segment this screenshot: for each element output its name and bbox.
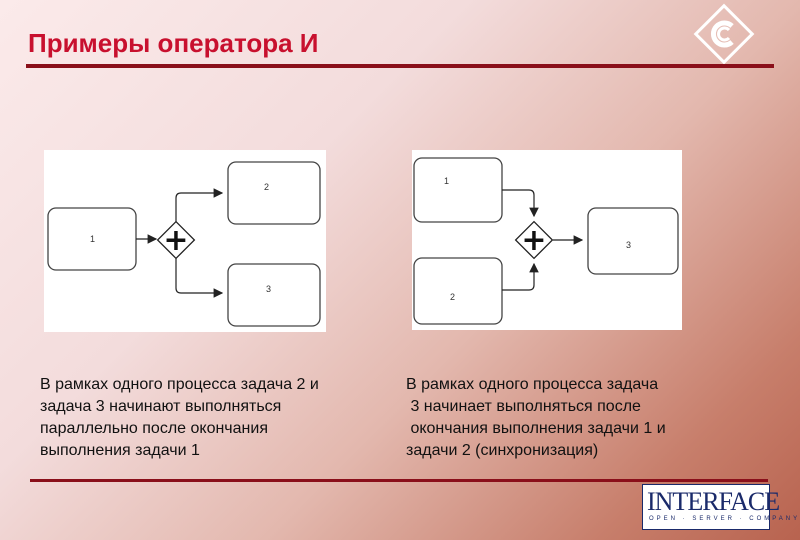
task-box-3 (588, 208, 678, 274)
task-box-3 (228, 264, 320, 326)
company-emblem-icon (696, 6, 752, 62)
left-diagram (44, 150, 326, 332)
flow-arrow (502, 264, 534, 290)
right-diagram (412, 150, 682, 330)
caption-line: параллельно после окончания (40, 420, 268, 437)
caption-line: выполнения задачи 1 (40, 442, 200, 459)
logo-tagline: OPEN · SERVER · COMPANY (649, 516, 800, 522)
flow-arrow (176, 258, 222, 293)
caption-line: окончания выполнения задачи 1 и (406, 420, 666, 437)
caption-line: 3 начинает выполняться после (406, 398, 641, 415)
task-label-3: 3 (266, 284, 272, 294)
task-label-2: 2 (450, 292, 456, 302)
flow-arrow (176, 193, 222, 222)
page-title: Примеры оператора И (28, 28, 319, 58)
caption-line: В рамках одного процесса задача (406, 376, 659, 393)
left-caption (40, 374, 380, 462)
task-label-2: 2 (264, 182, 270, 192)
caption-line: В рамках одного процесса задача 2 и (40, 376, 319, 393)
footer-divider (30, 479, 768, 482)
company-logo (642, 484, 800, 530)
title-divider (26, 64, 774, 68)
task-label-1: 1 (444, 176, 450, 186)
logo-wordmark: INTERFACE (647, 487, 780, 516)
task-label-3: 3 (626, 240, 632, 250)
caption-line: задача 3 начинают выполняться (40, 398, 282, 415)
task-box-1 (414, 158, 502, 222)
task-label-1: 1 (90, 234, 96, 244)
right-caption (406, 374, 736, 462)
task-box-2 (414, 258, 502, 324)
task-box-2 (228, 162, 320, 224)
gateway-plus-icon: + (521, 223, 547, 258)
flow-arrow (502, 190, 534, 216)
caption-line: задачи 2 (синхронизация) (406, 442, 599, 459)
gateway-plus-icon: + (163, 223, 189, 258)
